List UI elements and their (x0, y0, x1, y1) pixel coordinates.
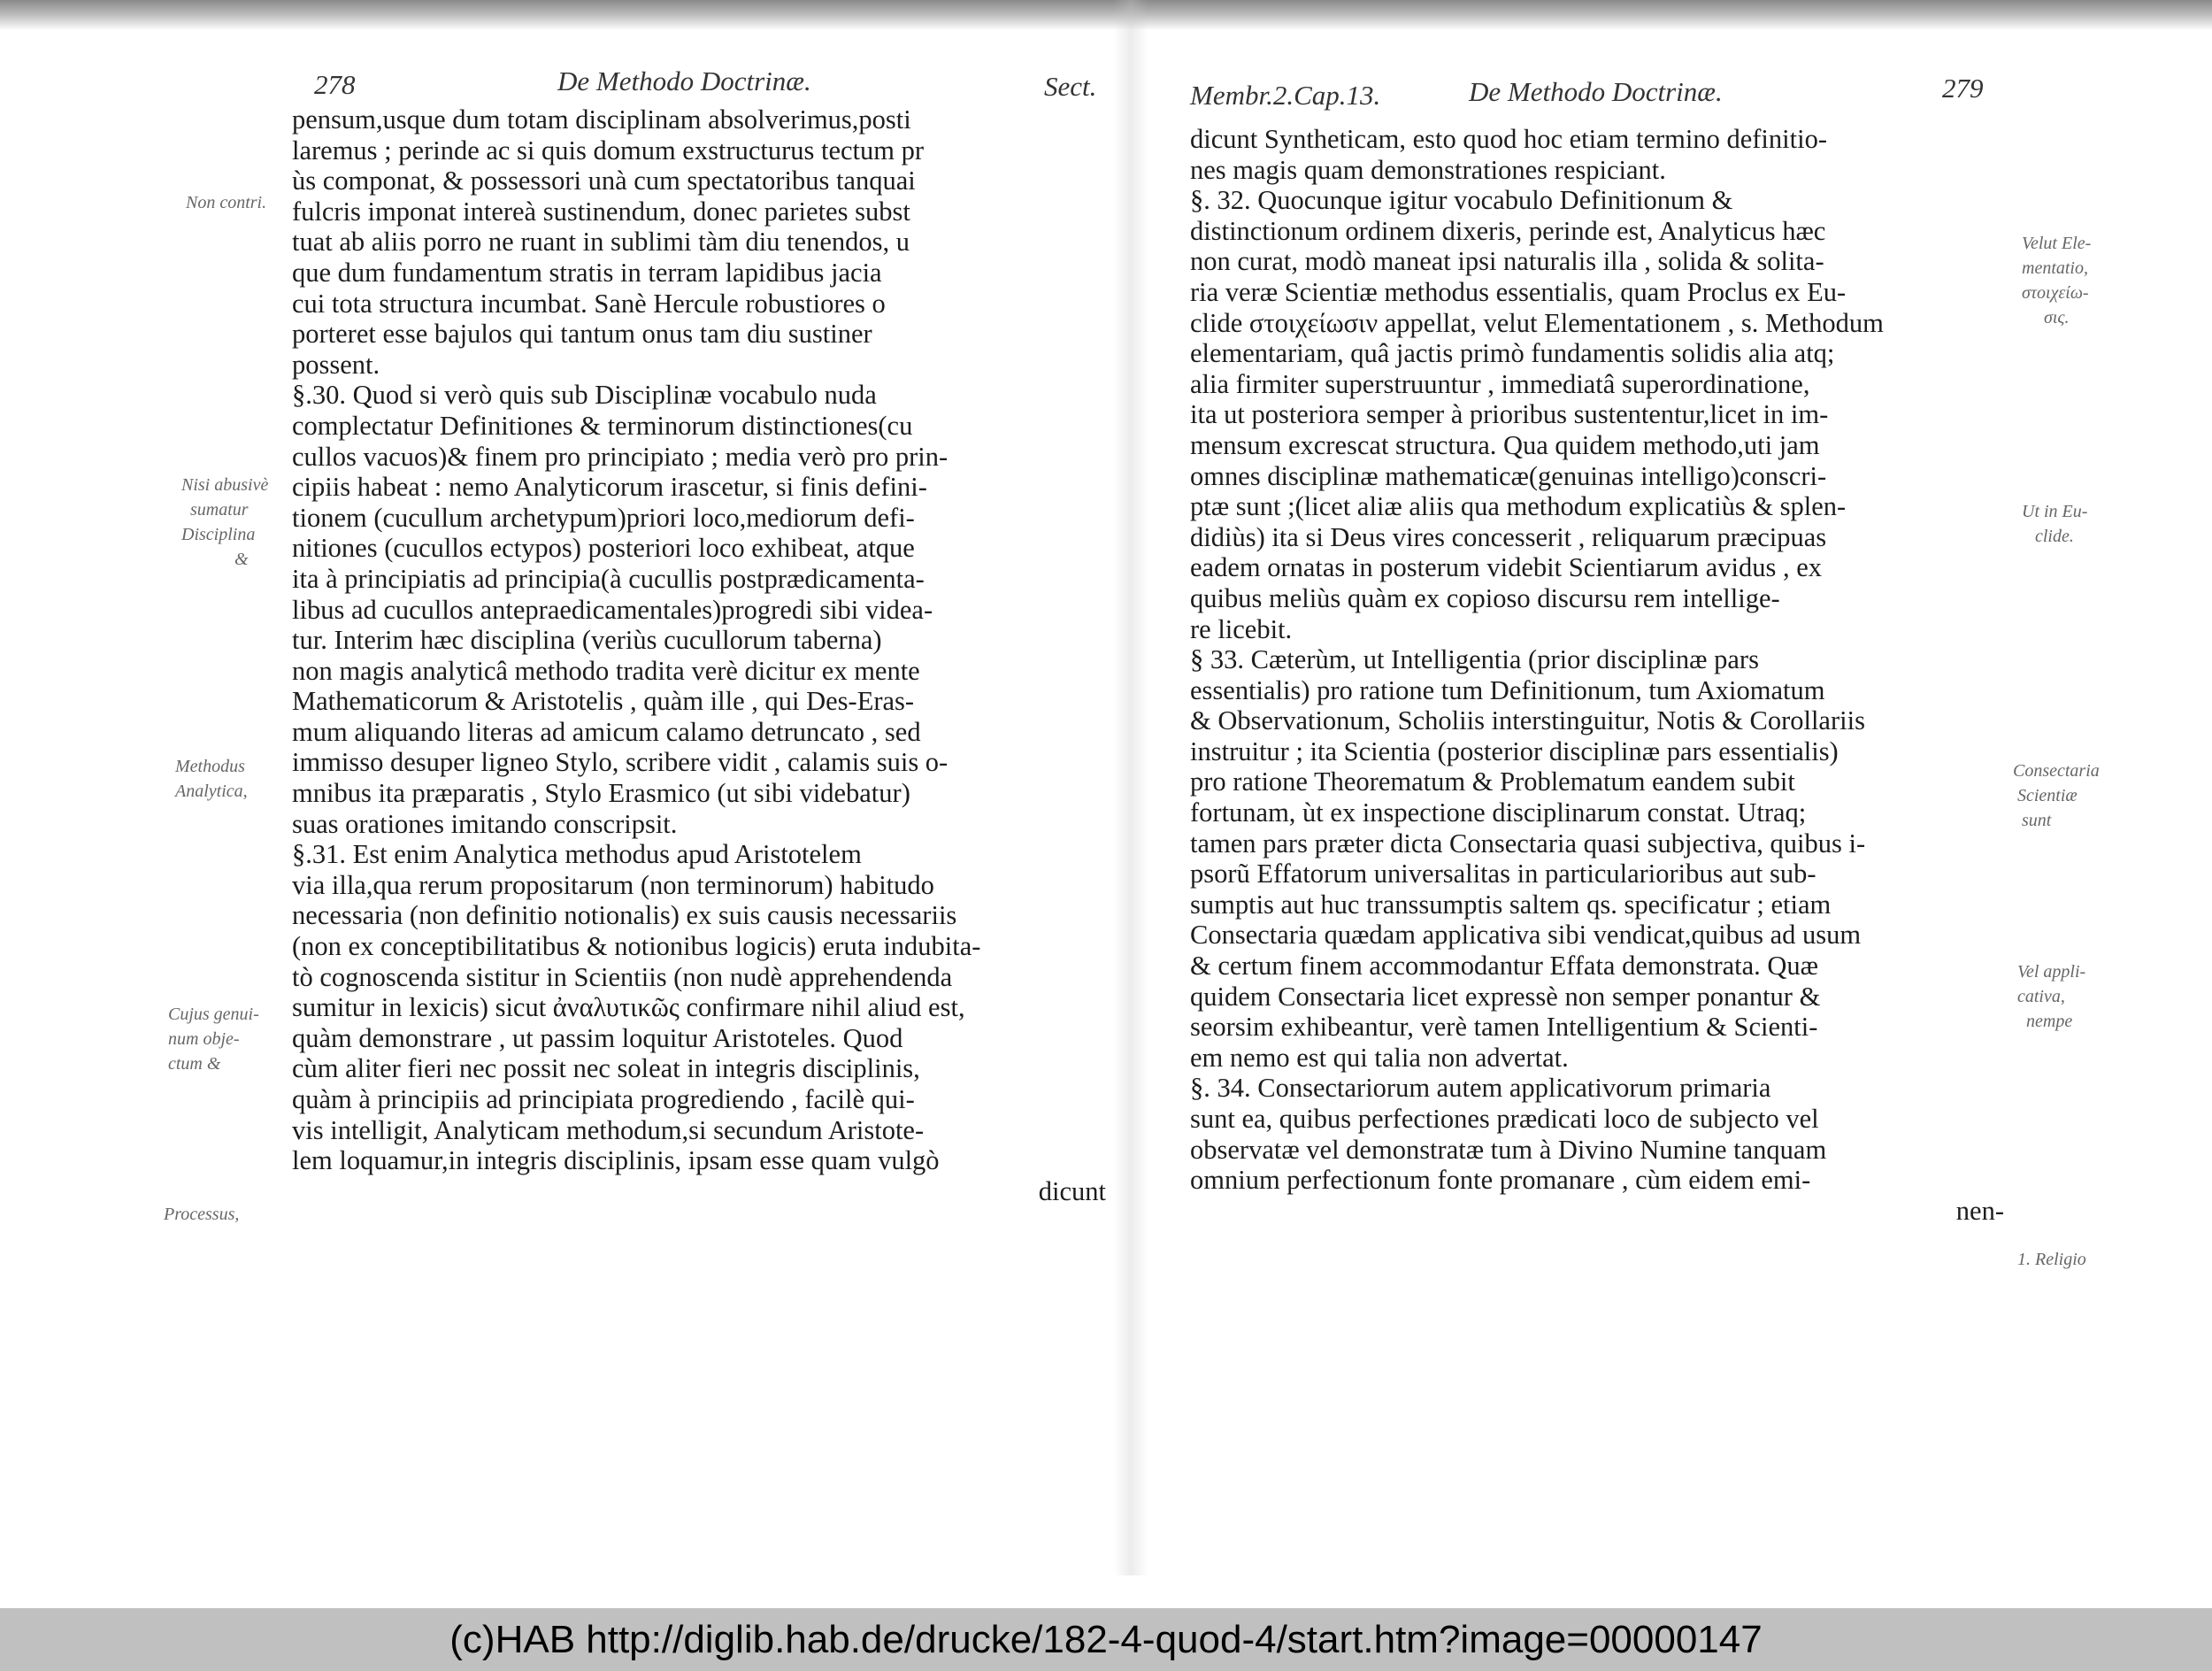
text-line: mensum excrescat structura. Qua quidem methodo,uti jam (1190, 429, 1820, 460)
text-line: tuat ab aliis porro ne ruant in sublimi tàm diu tenendos, u (292, 227, 910, 258)
margin-note: sunt (2022, 811, 2052, 830)
margin-note: Cujus genui- (168, 1005, 259, 1024)
text-line: mum aliquando literas ad amicum calamo detruncato , sed (292, 716, 921, 747)
text-line: quibus meliùs quàm ex copioso discursu rem intellige- (1190, 582, 1780, 613)
text-line: lem loquamur,in integris disciplinis, ipsam esse quam vulgò (292, 1145, 940, 1176)
text-line: pensum,usque dum totam disciplinam absolverimus,posti (292, 104, 911, 135)
text-line: ùs componat, & possessori unà cum spectatoribus tanquai (292, 166, 916, 196)
text-line: laremus ; perinde ac si quis domum exstructurus tectum pr (292, 135, 925, 166)
text-line: ita ut posteriora semper à prioribus sustententur,licet in im- (1190, 399, 1829, 430)
text-line: observatæ vel demonstratæ tum à Divino Numine tanquam (1190, 1134, 1827, 1165)
text-line: nes magis quam demonstrationes respiciant. (1190, 154, 1666, 185)
text-line: non curat, modò maneat ipsi naturalis illa , solida & solita- (1190, 246, 1824, 277)
text-line: essentialis) pro ratione tum Definitionum, tum Axiomatum (1190, 674, 1825, 705)
text-line: seorsim exhibeantur, verè tamen Intelligentium & Scienti- (1190, 1012, 1818, 1043)
right-page-text (1190, 124, 2004, 1226)
text-line: sumptis aut huc transsumptis saltem qs. specificatur ; etiam (1190, 889, 1832, 920)
margin-note: Processus, (164, 1205, 240, 1224)
text-line: cipiis habeat : nemo Analyticorum irascetur, si finis defini- (292, 472, 927, 503)
text-line: §. 32. Quocunque igitur vocabulo Definitionum & (1190, 185, 1733, 216)
text-line: dicunt Syntheticam, esto quod hoc etiam termino definitio- (1190, 124, 1827, 154)
text-line: fortunam, ùt ex inspectione disciplinarum constat. Utraq; (1190, 797, 1807, 828)
catchword: nen- (1955, 1195, 2004, 1226)
margin-note: Velut Ele- (2022, 234, 2092, 253)
text-line: cùm aliter fieri nec possit nec soleat in integris disciplinis, (292, 1053, 920, 1084)
left-section-label: Sect. (1044, 71, 1097, 102)
text-line: em nemo est qui talia non advertat. (1190, 1042, 1569, 1073)
right-running-title: De Methodo Doctrinæ. (1469, 76, 1723, 107)
text-line: quidem Consectaria licet expressè non semper ponantur & (1190, 981, 1821, 1012)
left-running-title: De Methodo Doctrinæ. (557, 65, 811, 96)
text-line: que dum fundamentum stratis in terram lapidibus jacia (292, 257, 882, 288)
text-line: elementariam, quâ jactis primò fundamentis solidis alia atq; (1190, 338, 1835, 369)
margin-note: Ut in Eu- (2022, 502, 2088, 521)
margin-note: Methodus (175, 757, 245, 776)
margin-note: cativa, (2017, 987, 2065, 1006)
text-line: tur. Interim hæc disciplina (veriùs cucullorum taberna) (292, 625, 882, 656)
text-line: ita à principiatis ad principia(à cucullis postprædicamenta- (292, 563, 925, 594)
scan-top-edge (0, 0, 2212, 30)
credit-url-text: (c)HAB http://diglib.hab.de/drucke/182-4-quod-4/start.htm?image=00000147 (449, 1617, 1763, 1661)
margin-note: sumatur (190, 500, 249, 520)
text-line: §. 34. Consectariorum autem applicativorum primaria (1190, 1073, 1771, 1104)
text-line: & certum finem accommodantur Effata demonstrata. Quæ (1190, 951, 1819, 982)
margin-note: 1. Religio (2017, 1250, 2086, 1269)
margin-note: & (234, 550, 249, 569)
text-line: pro ratione Theorematum & Problematum eandem subit (1190, 766, 1795, 797)
credit-footer (0, 1608, 2212, 1671)
text-line: clide στοιχείωσιν appellat, velut Elementationem , s. Methodum (1190, 307, 1884, 338)
text-line: sunt ea, quibus perfectiones prædicati loco de subjecto vel (1190, 1104, 1819, 1134)
text-line: instruitur ; ita Scientia (posterior disciplinæ pars essentialis) (1190, 735, 1839, 766)
text-line: nitiones (cucullos ectypos) posteriori loco exhibeat, atque (292, 533, 915, 564)
margin-note: mentatio, (2022, 258, 2088, 278)
margin-note: στοιχείω- (2022, 283, 2089, 303)
margin-note: σις. (2044, 308, 2070, 327)
book-gutter (1113, 0, 1148, 1575)
text-line: Consectaria quædam applicativa sibi vendicat,quibus ad usum (1190, 920, 1862, 951)
text-line: §.31. Est enim Analytica methodus apud Aristotelem (292, 839, 862, 870)
text-line: quàm demonstrare , ut passim loquitur Aristoteles. Quod (292, 1022, 903, 1053)
text-line: & Observationum, Scholiis interstinguitur, Notis & Corollariis (1190, 705, 1865, 736)
text-line: alia firmiter superstruuntur , immediatâ superordinatione, (1190, 368, 1810, 399)
left-page-number: 278 (314, 69, 356, 100)
text-line: omnium perfectionum fonte promanare , cùm eidem emi- (1190, 1165, 1811, 1196)
text-line: libus ad cucullos antepraedicamentales)progredi sibi videa- (292, 594, 933, 625)
margin-note: Scientiæ (2017, 786, 2078, 805)
text-line: eadem ornatas in posterum videbit Scientiarum avidus , ex (1190, 552, 1823, 583)
text-line: Mathematicorum & Aristotelis , quàm ille , qui Des-Eras- (292, 686, 915, 717)
text-line: complectatur Definitiones & terminorum distinctiones(cu (292, 410, 913, 441)
right-page-number: 279 (1942, 73, 1984, 104)
text-line: re licebit. (1190, 613, 1293, 644)
right-chapter-label: Membr.2.Cap.13. (1190, 80, 1381, 111)
text-line: non magis analyticâ methodo tradita verè dicitur ex mente (292, 655, 920, 686)
text-line: possent. (292, 349, 380, 380)
margin-note: nempe (2026, 1012, 2073, 1031)
margin-note: num obje- (168, 1029, 240, 1049)
margin-note: ctum & (168, 1054, 221, 1074)
text-line: § 33. Cæterùm, ut Intelligentia (prior disciplinæ pars (1190, 644, 1759, 675)
text-line: quàm à principiis ad principiata progrediendo , facilè qui- (292, 1084, 915, 1114)
text-line: cui tota structura incumbat. Sanè Hercule robustiores o (292, 288, 886, 319)
text-line: tamen pars præter dicta Consectaria quasi subjectiva, quibus i- (1190, 828, 1866, 859)
text-line: tò cognoscenda sistitur in Scientiis (non nudè apprehendenda (292, 961, 953, 992)
margin-note: Non contri. (186, 193, 267, 212)
margin-note: Analytica, (175, 782, 248, 801)
margin-note: Vel appli- (2017, 962, 2086, 982)
catchword: dicunt (1038, 1175, 1106, 1206)
margin-note: clide. (2035, 527, 2074, 546)
text-line: didiùs) ita si Deus vires concesserit , reliquarum præcipuas (1190, 521, 1827, 552)
text-line: porteret esse bajulos qui tantum onus tam diu sustiner (292, 319, 872, 350)
left-page-text (292, 104, 1106, 1206)
text-line: fulcris imponat intereà sustinendum, donec parietes subst (292, 196, 910, 227)
text-line: mnibus ita præparatis , Stylo Erasmico (ut sibi videbatur) (292, 778, 910, 809)
text-line: vis intelligit, Analyticam methodum,si secundum Aristote- (292, 1114, 925, 1145)
text-line: via illa,qua rerum propositarum (non terminorum) habitudo (292, 869, 934, 900)
text-line: immisso desuper ligneo Stylo, scribere vidit , calamis suis o- (292, 747, 949, 778)
text-line: ptæ sunt ;(licet aliæ aliis qua methodum explicatiùs & splen- (1190, 491, 1847, 522)
text-line: (non ex conceptibilitatibus & notionibus logicis) eruta indubita- (292, 931, 981, 962)
text-line: ria veræ Scientiæ methodus essentialis, quam Proclus ex Eu- (1190, 276, 1847, 307)
text-line: distinctionum ordinem dixeris, perinde est, Analyticus hæc (1190, 215, 1826, 246)
margin-note: Nisi abusivè (181, 475, 269, 495)
text-line: omnes disciplinæ mathematicæ(genuinas intelligo)conscri- (1190, 460, 1827, 491)
text-line: necessaria (non definitio notionalis) ex suis causis necessariis (292, 900, 957, 931)
text-line: §.30. Quod si verò quis sub Disciplinæ vocabulo nuda (292, 380, 877, 411)
margin-note: Consectaria (2013, 761, 2100, 781)
text-line: sumitur in lexicis) sicut ἀναλυτικῶς confirmare nihil aliud est, (292, 992, 965, 1023)
text-line: cullos vacuos)& finem pro principiato ; media verò pro prin- (292, 441, 949, 472)
text-line: psorũ Effatorum universalitas in particularioribus aut sub- (1190, 859, 1816, 889)
text-line: suas orationes imitando conscripsit. (292, 808, 678, 839)
text-line: tionem (cucullum archetypum)priori loco,mediorum defi- (292, 502, 915, 533)
margin-note: Disciplina (181, 525, 256, 544)
